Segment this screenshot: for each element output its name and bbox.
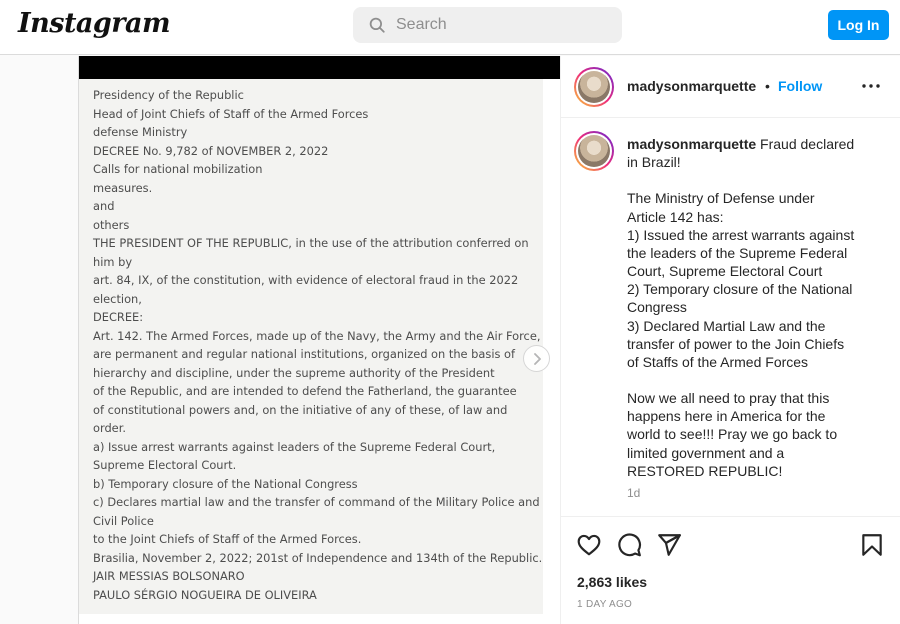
share-icon[interactable]	[656, 532, 682, 558]
image-top-border	[79, 56, 560, 79]
chevron-right-icon	[532, 353, 542, 365]
heart-icon[interactable]	[576, 532, 602, 558]
document-line: THE PRESIDENT OF THE REPUBLIC, in the use of the attribution conferred on	[93, 236, 529, 250]
document-line: Supreme Electoral Court.	[93, 458, 237, 472]
caption-username[interactable]: madysonmarquette	[627, 136, 757, 152]
document-line: order.	[93, 421, 126, 435]
document-line: a) Issue arrest warrants against leaders of the Supreme Federal Court,	[93, 439, 496, 454]
post-relative-time[interactable]: 1d	[627, 486, 641, 500]
caption-line: happens here in America for the	[627, 408, 826, 425]
caption-avatar[interactable]	[574, 131, 614, 171]
document-line: Art. 142. The Armed Forces, made up of the Navy, the Army and the Air Force,	[93, 328, 541, 343]
caption-line: 2) Temporary closure of the National	[627, 281, 853, 298]
caption-line: of Staffs of the Armed Forces	[627, 353, 809, 370]
caption-paragraph-gap	[627, 371, 885, 389]
post-header	[561, 56, 900, 118]
document-line: of the Republic, and are intended to defend the Fatherland, the guarantee	[93, 384, 517, 398]
document-line: Head of Joint Chiefs of Staff of the Armed Forces	[93, 106, 369, 121]
follow-button[interactable]: Follow	[778, 78, 823, 94]
document-line: others	[93, 217, 130, 232]
top-navbar	[0, 0, 900, 55]
instagram-logo[interactable]: Instagram	[18, 8, 171, 39]
document-line: DECREE No. 9,782 of NOVEMBER 2, 2022	[93, 143, 329, 158]
separator-dot: •	[765, 78, 770, 94]
caption-first-line: Fraud declared	[756, 136, 855, 152]
caption-line: Article 142 has:	[627, 208, 724, 225]
post-media	[79, 56, 560, 624]
document-line: election,	[93, 291, 142, 306]
next-image-button[interactable]	[523, 345, 550, 372]
caption-line: RESTORED REPUBLIC!	[627, 462, 783, 479]
caption-line: Congress	[627, 299, 687, 316]
document-line: of constitutional powers and, on the initiative of any of these, of law and	[93, 402, 508, 417]
caption-line: 3) Declared Martial Law and the	[627, 317, 826, 334]
search-input[interactable]	[396, 7, 611, 43]
document-line: Brasilia, November 2, 2022; 201st of Independence and 134th of the Republic.	[93, 550, 543, 565]
document-line: him by	[93, 254, 133, 269]
document-line: Presidency of the Republic	[93, 88, 244, 102]
document-line: Calls for national mobilization	[93, 162, 263, 176]
document-line: JAIR MESSIAS BOLSONARO	[93, 569, 245, 583]
post-date[interactable]: 1 DAY AGO	[577, 599, 633, 610]
document-line: defense Ministry	[93, 125, 188, 139]
search-icon	[368, 16, 386, 34]
document-line: Civil Police	[93, 513, 154, 528]
profile-photo	[578, 71, 610, 103]
document-line: b) Temporary closure of the National Congress	[93, 476, 358, 491]
document-line: PAULO SÉRGIO NOGUEIRA DE OLIVEIRA	[93, 587, 317, 602]
document-line: DECREE:	[93, 310, 144, 324]
caption-line: The Ministry of Defense under	[627, 190, 815, 207]
caption-paragraph-gap	[627, 171, 885, 189]
post-caption	[627, 135, 885, 480]
likes-count[interactable]: 2,863 likes	[577, 574, 648, 590]
post-dialog	[78, 56, 900, 624]
header-username[interactable]: madysonmarquette	[627, 78, 757, 94]
document-text	[93, 86, 542, 604]
more-options-icon[interactable]	[861, 78, 881, 94]
document-line: measures.	[93, 180, 153, 195]
post-sidebar	[560, 56, 900, 624]
login-button[interactable]: Log In	[828, 10, 889, 40]
caption-line: world to see!!! Pray we go back to	[627, 426, 838, 443]
decree-document-image	[79, 79, 543, 614]
profile-photo	[578, 135, 610, 167]
document-line: art. 84, IX, of the constitution, with evidence of electoral fraud in the 2022	[93, 273, 519, 287]
caption-line: the leaders of the Supreme Federal	[627, 244, 848, 261]
caption-line: transfer of power to the Join Chiefs	[627, 335, 845, 352]
document-line: are permanent and regular national institutions, organized on the basis of	[93, 347, 516, 361]
document-line: to the Joint Chiefs of Staff of the Armed Forces.	[93, 532, 362, 546]
search-box[interactable]	[353, 7, 622, 43]
post-actions	[561, 516, 900, 624]
avatar[interactable]	[574, 67, 614, 107]
caption-line: Court, Supreme Electoral Court	[627, 263, 823, 280]
document-line: c) Declares martial law and the transfer of command of the Military Police and	[93, 495, 540, 509]
bookmark-icon[interactable]	[859, 532, 885, 558]
caption-line: 1) Issued the arrest warrants against	[627, 226, 855, 243]
document-line: and	[93, 199, 115, 213]
caption-line: Now we all need to pray that this	[627, 390, 830, 407]
caption-line: in Brazil!	[627, 154, 681, 171]
comment-icon[interactable]	[616, 532, 642, 558]
caption-line: limited government and a	[627, 444, 785, 461]
document-line: hierarchy and discipline, under the supreme authority of the President	[93, 365, 495, 380]
